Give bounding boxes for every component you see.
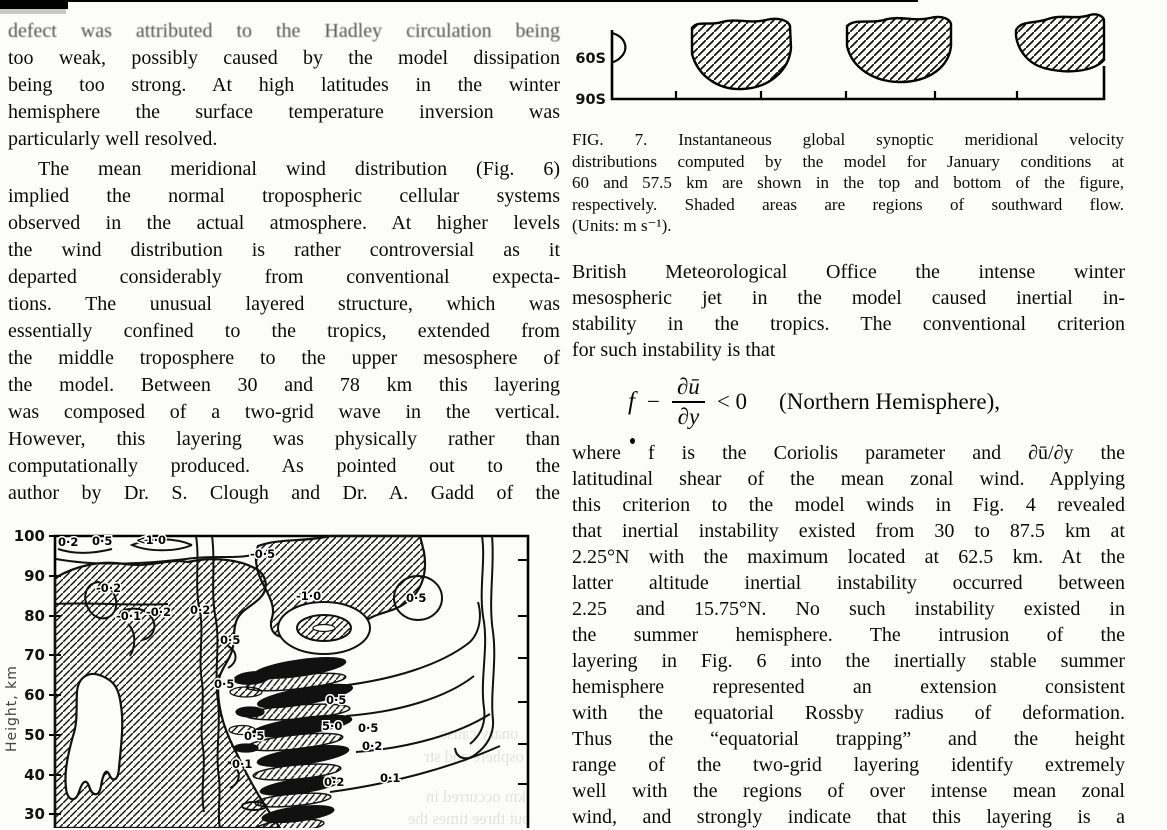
text-line: latitudinal shear of the mean zonal wind. Applying (572, 468, 1125, 490)
text-line: particularly well resolved. (8, 128, 218, 150)
text-line: hemisphere represented an extension consistent (572, 676, 1125, 698)
text-line: wind, and strongly indicate that this layering is a (572, 806, 1125, 828)
text-line: The mean meridional wind distribution (Fig. 6) (38, 158, 560, 180)
equation-fraction (672, 374, 705, 431)
fig7-lat-label-90s: 90S (575, 92, 606, 108)
equation-condition: (Northern Hemisphere), (779, 389, 1001, 414)
y-axis-label: 70 (24, 646, 45, 664)
southward-flow-blob-3 (1016, 14, 1104, 71)
fig6-height-axis-label: Height, km (4, 665, 20, 752)
y-axis-label: 90 (24, 567, 45, 585)
text-line: tions. The unusual layered structure, which was (8, 293, 560, 315)
text-line: author by Dr. S. Clough and Dr. A. Gadd of the (8, 482, 560, 504)
contour-label: <1·0 (136, 533, 167, 547)
contour-label: 0·2 (362, 739, 383, 753)
inertial-instability-equation (572, 366, 1125, 438)
contour-label: 0·2 (324, 775, 345, 789)
fig6-ring-slit (313, 625, 335, 632)
text-line: latter altitude inertial instability occurred between (572, 572, 1125, 594)
text-line: Thus the “equatorial trapping” and the height (572, 728, 1125, 750)
fig7-lat-label-60s: 60S (575, 51, 606, 67)
contour-label: 0·1 (380, 771, 401, 785)
text-line: the summer hemisphere. The intrusion of the (572, 624, 1125, 646)
text-line: essentially confined to the tropics, extended from (8, 320, 560, 342)
right-paragraph-2 (572, 440, 1125, 830)
text-line: 2.25 and 15.75°N. No such instability existed in (572, 598, 1125, 620)
text-line: the wind distribution is rather controversial as it (8, 239, 560, 261)
text-line: implied the normal tropospheric cellular systems (8, 185, 560, 207)
y-axis-label: 80 (24, 607, 45, 625)
y-axis-label: 40 (24, 766, 45, 784)
equation-minus: − (646, 389, 660, 414)
contour-label: 0·5 (326, 693, 347, 707)
text-line: being too strong. At high latitudes in the winter (8, 74, 560, 96)
contour-label: 0·5 (92, 534, 113, 548)
right-paragraph-1 (572, 259, 1125, 363)
text-line: However, this layering was physically rather than (8, 428, 560, 450)
text-line: for such instability is that (572, 339, 776, 361)
text-line: where f is the Coriolis parameter and ∂ū/∂y the (572, 442, 1125, 464)
text-line: the middle troposphere to the upper mesosphere of (8, 347, 560, 369)
contour-label: -0·5 (250, 547, 276, 561)
southward-flow-blob-1 (692, 19, 791, 89)
contour-label: 5·0 (322, 719, 343, 733)
left-column (8, 18, 560, 507)
bleedthrough-text: km occurred in (426, 787, 526, 806)
bleedthrough-text: onary cause (440, 724, 519, 743)
contour-label: 0·5 (214, 677, 235, 691)
y-axis-label: 50 (24, 726, 45, 744)
text-line: FIG. 7. Instantaneous global synoptic meridional velocity (572, 130, 1124, 149)
text-line: layering in Fig. 6 into the inertially stable summer (572, 650, 1125, 672)
equation-denominator: ∂y (677, 404, 700, 429)
text-line: that inertial instability existed from 30 to 87.5 km at (572, 520, 1125, 542)
equation-numerator: ∂ū (672, 374, 705, 403)
text-line: defect was attributed to the Hadley circulation being (8, 20, 560, 42)
text-line: 60 and 57.5 km are shown in the top and bottom of the figure, (572, 173, 1124, 192)
contour-label: 0·5 (358, 721, 379, 735)
text-line: distributions computed by the model for January conditions at (572, 151, 1124, 171)
contour-label: 0·1 (232, 757, 253, 771)
scan-corner-shadow (0, 9, 66, 14)
text-line: hemisphere the surface temperature inversion was (8, 101, 560, 123)
fig7-contour-hook (612, 33, 625, 62)
text-line: with the equatorial Rossby radius of deformation. (572, 702, 1125, 724)
contour-label: 0·2 (190, 603, 211, 617)
contour-label: 0·5 (244, 729, 265, 743)
text-line: too weak, possibly caused by the model dissipation (8, 47, 560, 69)
text-line: well with the regions of over intense mean zonal (572, 780, 1125, 802)
text-line: (Units: m s⁻¹). (572, 216, 672, 235)
text-line: range of the two-grid layering identify extremely (572, 754, 1125, 776)
contour-label: -1·0 (296, 589, 322, 603)
contour-label: -0·2 (96, 581, 122, 595)
text-line: 2.25°N with the maximum located at 62.5 km. At the (572, 546, 1125, 568)
figure-7-meridional-velocity-map (570, 0, 1130, 116)
contour-label: 0·2 (58, 535, 79, 549)
text-line: respectively. Shaded areas are regions of southward flow. (572, 194, 1124, 214)
text-line: mesospheric jet in the model caused inertial in- (572, 287, 1125, 309)
bleedthrough-text: osphere and str (424, 747, 524, 766)
text-line: observed in the actual atmosphere. At higher levels (8, 212, 560, 234)
text-line: the model. Between 30 and 78 km this layering (8, 374, 560, 396)
figure-6-contour-plot (0, 516, 545, 828)
text-line: British Meteorological Office the intense winter (572, 261, 1125, 283)
contour-label: -0·2 (146, 605, 172, 619)
scan-corner-mark (0, 0, 68, 9)
y-axis-label: 30 (24, 805, 45, 823)
y-axis-label: 60 (24, 686, 45, 704)
y-axis-label: 100 (13, 527, 45, 545)
contour-label: -0·1 (116, 609, 142, 623)
text-line: this criterion to the model winds in Fig. 4 revealed (572, 494, 1125, 516)
fig6-right-ticks (518, 560, 528, 784)
text-line: computationally produced. As pointed out to the (8, 455, 560, 477)
contour-label: 0·5 (220, 633, 241, 647)
left-paragraph-1 (8, 18, 560, 153)
fig7-shaded-regions (692, 14, 1104, 89)
left-paragraph-2 (8, 156, 560, 507)
figure-7-caption (572, 129, 1124, 237)
southward-flow-blob-2 (847, 17, 951, 82)
bleedthrough-text: out three times the (408, 809, 531, 828)
text-line: was composed of a two-grid wave in the vertical. (8, 401, 560, 423)
text-line: departed considerably from conventional expecta- (8, 266, 560, 288)
text-line: stability in the tropics. The conventional criterion (572, 313, 1125, 335)
equation-relation: < 0 (716, 389, 748, 414)
contour-label: 0·5 (406, 591, 427, 605)
equation-f: f (628, 388, 635, 415)
